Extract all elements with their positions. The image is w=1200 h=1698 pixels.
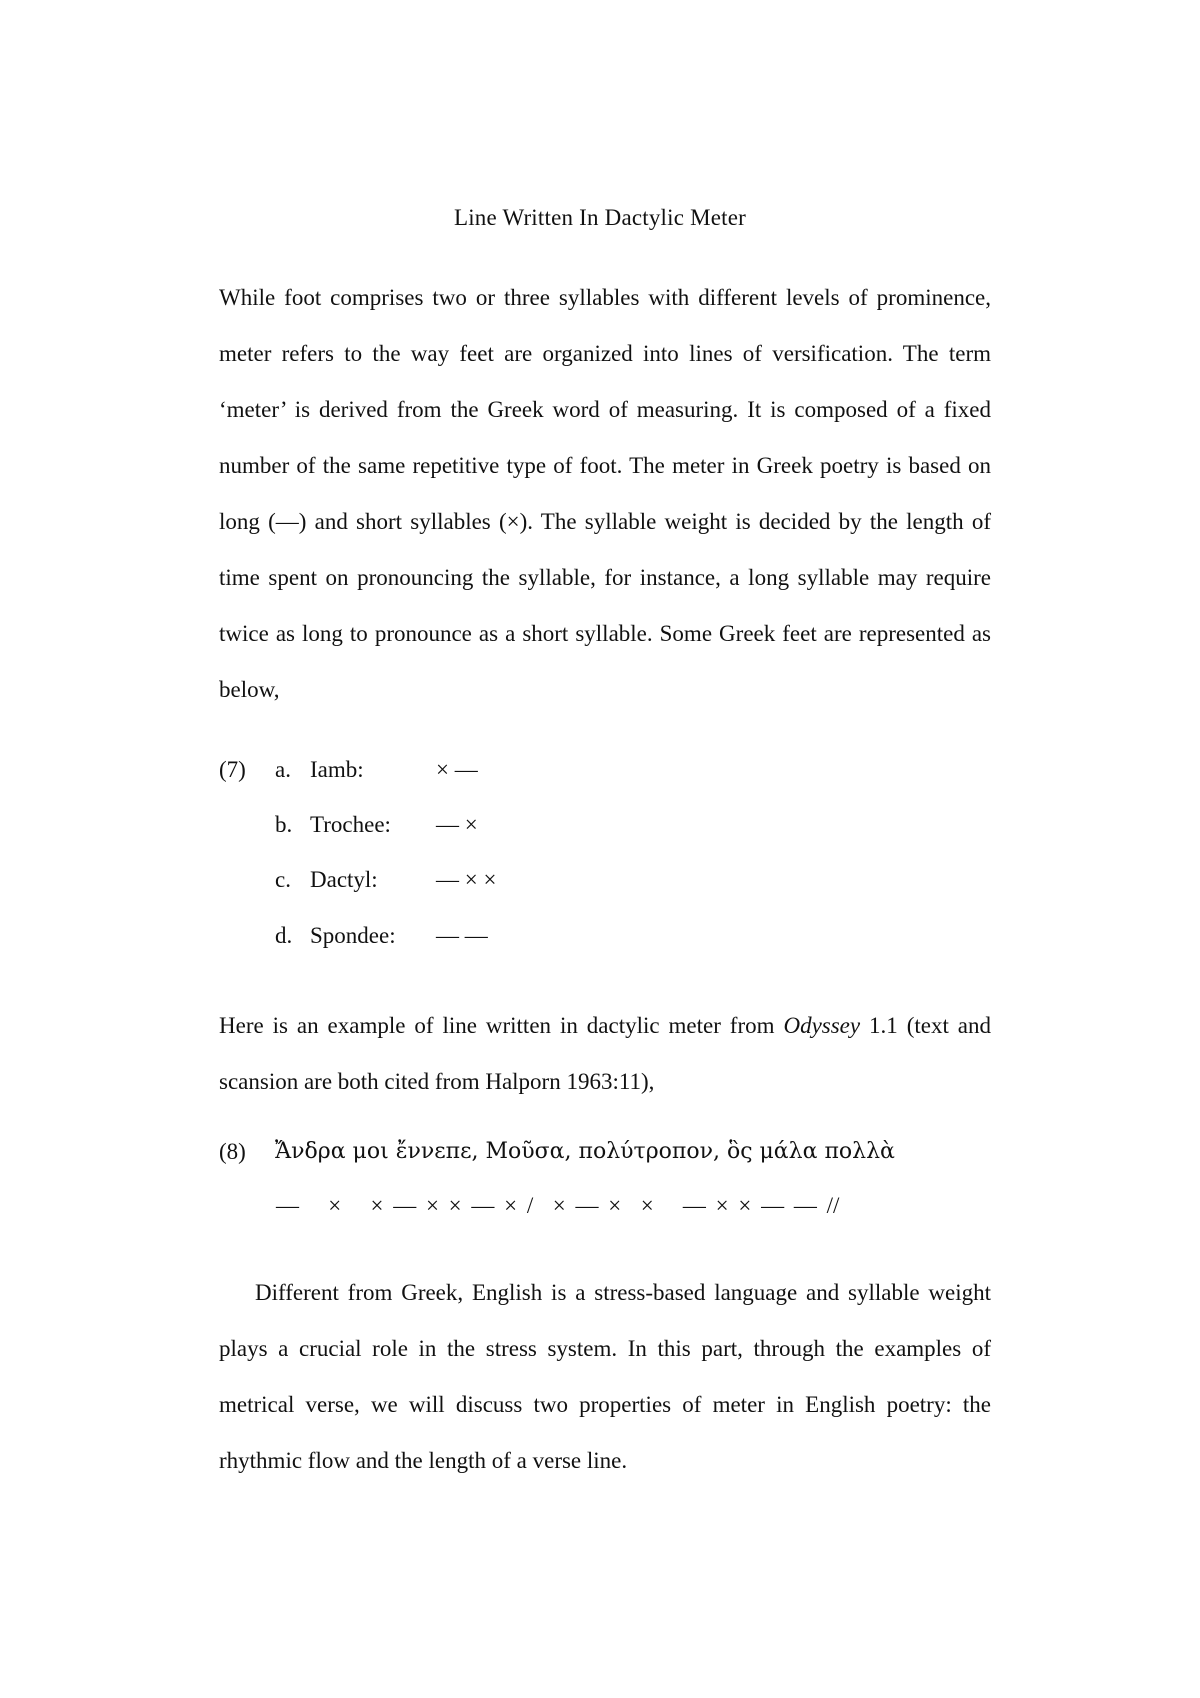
work-title-odyssey: Odyssey bbox=[783, 1013, 861, 1038]
foot-pattern: — × × bbox=[436, 867, 497, 892]
item-letter: d. bbox=[275, 923, 293, 948]
foot-pattern: — × bbox=[436, 812, 478, 837]
item-letter: b. bbox=[275, 812, 293, 837]
document-title: Line Written In Dactylic Meter bbox=[453, 205, 747, 230]
example-number: (8) bbox=[219, 1139, 246, 1164]
item-letter: a. bbox=[275, 757, 291, 782]
foot-name: Dactyl: bbox=[310, 867, 378, 892]
item-letter: c. bbox=[275, 867, 291, 892]
example-number: (7) bbox=[219, 757, 246, 782]
foot-pattern: — — bbox=[436, 923, 488, 948]
paragraph-odyssey-intro bbox=[219, 998, 991, 1110]
example-8-scansion: — × × — × × — × / × — × × — × × — — // bbox=[276, 1193, 840, 1218]
foot-name: Trochee: bbox=[310, 812, 391, 837]
paragraph-meter-definition: While foot comprises two or three syllables with different levels of prominence, meter refers to the way feet are organized into lines of versification. The term ‘meter’ is derived from the Greek word of measuring. It is composed of a fixed number of the same repetitive type of foot. The meter in Greek poetry is based on long (—) and short syllables (×). The syllable weight is decided by the length of time spent on pronouncing the syllable, for instance, a long syllable may require twice as long to pronounce as a short syllable. Some Greek feet are represented as below, bbox=[219, 285, 991, 702]
foot-name: Iamb: bbox=[310, 757, 364, 782]
greek-verse: Ἄνδρα μοι ἔννεπε, Μοῦσα, πολύτροπον, ὃς μάλα πολλὰ bbox=[275, 1139, 895, 1164]
foot-pattern: × — bbox=[436, 757, 478, 782]
intro-text: Here is an example of line written in dactylic meter from bbox=[219, 1013, 784, 1038]
foot-name: Spondee: bbox=[310, 923, 396, 948]
citation-text: 1.1 (text and scansion are both cited from Halporn 1963:11), bbox=[219, 1013, 991, 1094]
paragraph-english-stress: Different from Greek, English is a stress-based language and syllable weight plays a crucial role in the stress system. In this part, through the examples of metrical verse, we will discuss two properties of meter in English poetry: the rhythmic flow and the length of a verse line. bbox=[219, 1280, 991, 1473]
